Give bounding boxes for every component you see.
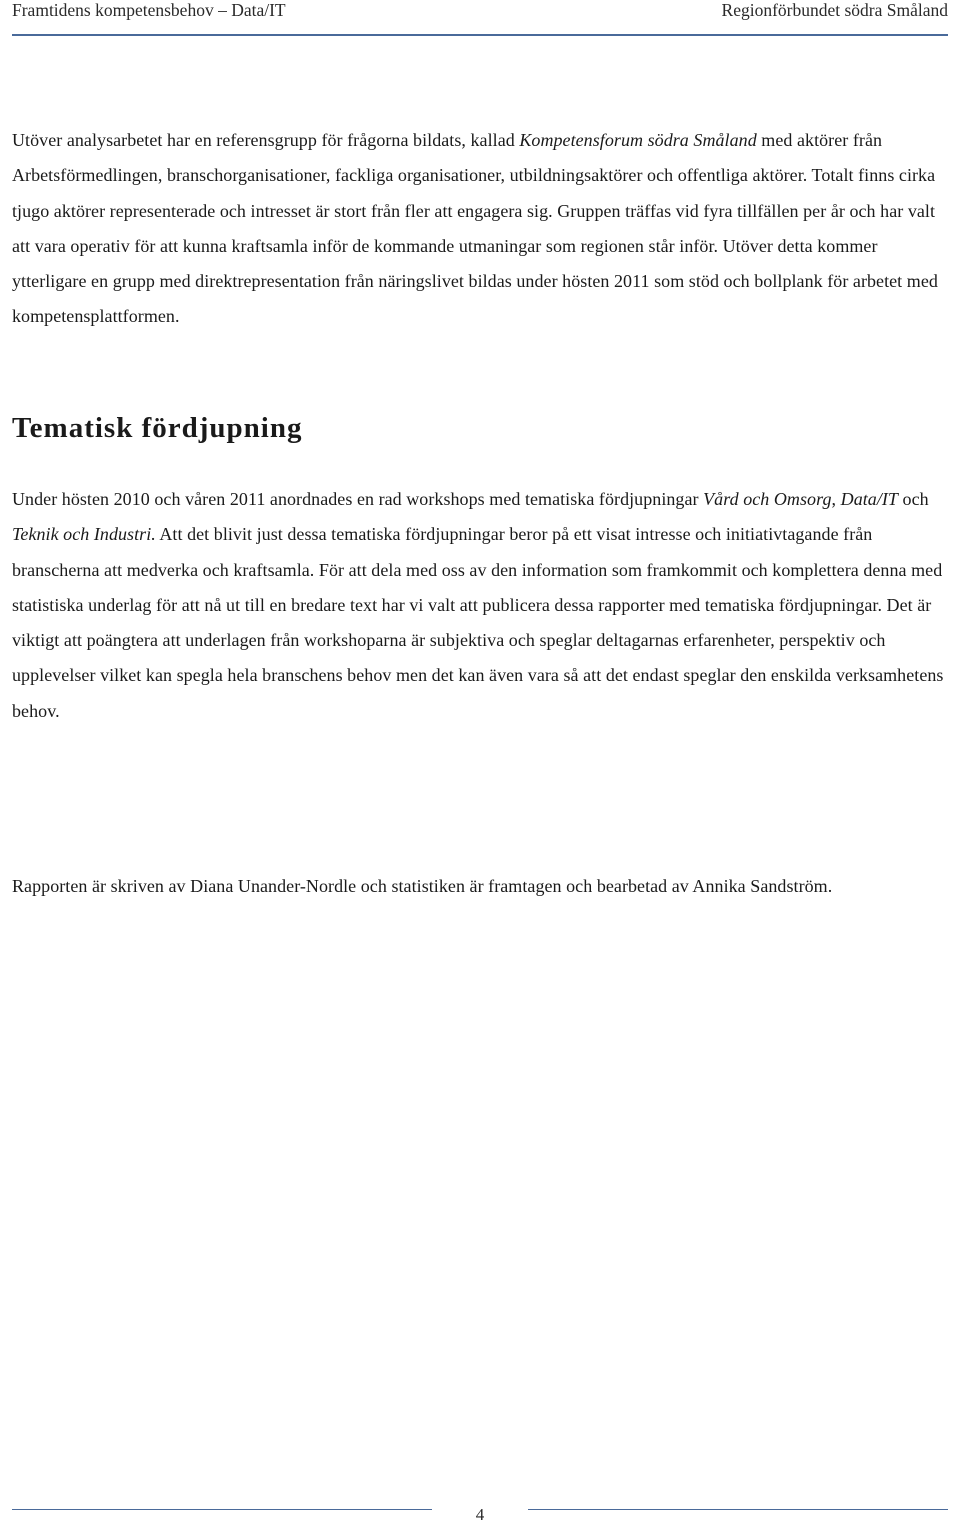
text-run: och	[898, 489, 929, 509]
emphasis-vard-omsorg: Vård och Omsorg	[703, 489, 832, 509]
paragraph-authors: Rapporten är skriven av Diana Unander-Nordle och statistiken är framtagen och bearbetad av Annika Sandström.	[12, 876, 833, 896]
header-organization: Regionförbundet södra Småland	[721, 0, 948, 20]
text-run: Utöver analysarbetet har en referensgrupp för frågorna bildats, kallad	[12, 130, 520, 150]
emphasis-teknik-industri: Teknik och Industri.	[12, 524, 156, 545]
text-run: med aktörer från Arbetsförmedlingen, branschorganisationer, fackliga organisationer, utbildningsaktörer och offentliga aktörer. Totalt finns cirka tjugo aktörer representerade och intresset är stort från fler att engagera sig. Gruppen träffas vid fyra tillfällen per år och har valt att vara operativ för att kunna kraftsamla inför de kommande utmaningar som regionen står inför. Utöver detta kommer ytterligare en grupp med direktrepresentation från näringslivet bildas under hösten 2011 som stöd och bollplank för arbetet med kompetensplattformen.	[12, 130, 938, 327]
page-header	[12, 0, 948, 36]
emphasis-kompetensforum: Kompetensforum södra Småland	[519, 130, 757, 150]
text-run: Att det blivit just dessa tematiska fördjupningar beror på ett visat intresse och initiativtagande från branscherna att medverka och kraftsamla. För att dela med oss av den information som framkommit och komplettera denna med statistiska underlag för att nå ut till en bredare text har vi valt att publicera dessa rapporter med tematiska fördjupningar. Det är viktigt att poängtera att underlagen från workshoparna är subjektiva och speglar deltagarnas erfarenheter, perspektiv och upplevelser vilket kan spegla hela branschens behov men det kan även vara så att det endast speglar den enskilda verksamhetens behov.	[12, 524, 944, 721]
header-document-title: Framtidens kompetensbehov – Data/IT	[12, 0, 286, 20]
section-heading: Tematisk fördjupning	[12, 412, 303, 444]
text-run: ,	[831, 489, 841, 509]
emphasis-data-it: Data/IT	[840, 489, 898, 509]
page-number: 4	[475, 1505, 485, 1524]
text-run: Under hösten 2010 och våren 2011 anordnades en rad workshops med tematiska fördjupningar	[12, 489, 704, 509]
paragraph-reference-group	[12, 123, 952, 335]
paragraph-thematic	[12, 482, 952, 729]
